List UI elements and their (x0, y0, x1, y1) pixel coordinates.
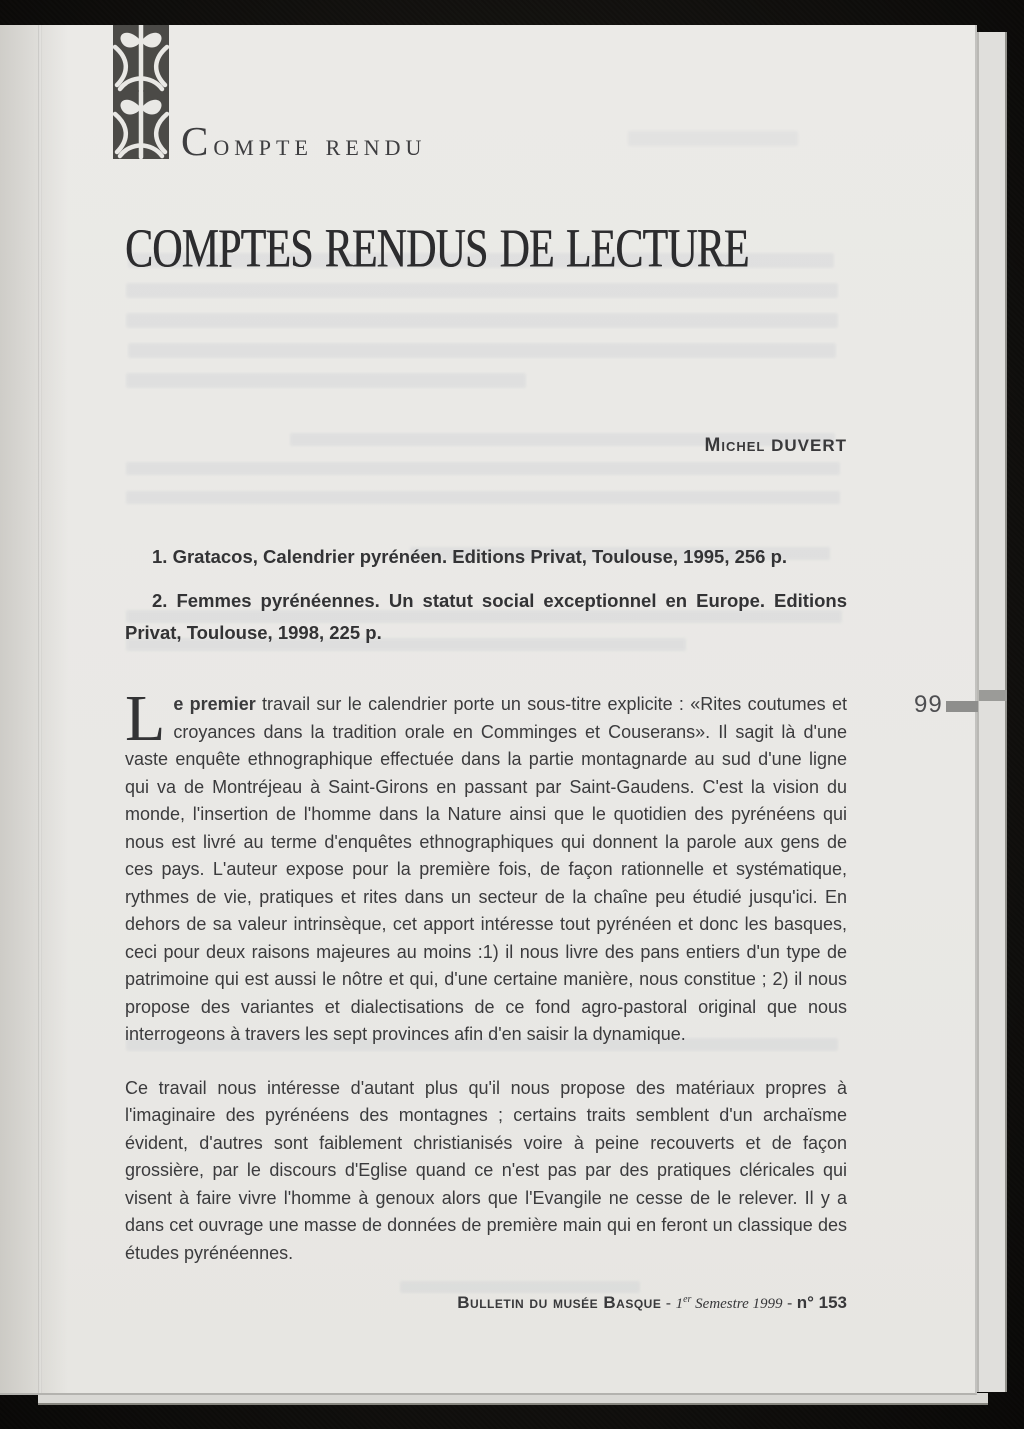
author-last-name: DUVERT (771, 436, 847, 455)
issue-info: 1er Semestre 1999 (675, 1294, 783, 1312)
journal-title: Bulletin du musée Basque (457, 1293, 662, 1312)
paragraph (125, 682, 847, 1049)
paragraph (125, 1075, 847, 1268)
paragraph-lead: e premier (173, 694, 256, 714)
drop-cap: L (125, 682, 166, 755)
footer-separator: - (661, 1295, 676, 1312)
show-through-ghost-text (628, 131, 798, 146)
book-page (0, 25, 977, 1395)
basque-floral-ornament-icon (113, 25, 169, 164)
binding-gutter-shadow (0, 25, 78, 1393)
text-column (125, 218, 847, 1313)
author-name (125, 435, 847, 457)
reference-list (125, 541, 847, 649)
binding-crease (38, 25, 42, 1393)
paragraph-text: Ce travail nous intéresse d'autant plus qu'il nous propose des matériaux propres à l'imaginaire des pyrénéens des montagnes ; certains traits semblent d'un archaïsme évident, d'autres sont faiblement christianisés voire à peine recouverts et de façon grossière, par le discours d'Eglise quand ce n'est pas par des pratiques cléricales qui visent à faire vivre l'homme à genoux alors que l'Evangile ne cesse de le relever. Il y a dans cet ouvrage une masse de données de première main qui en feront un classique des études pyrénéennes. (125, 1077, 847, 1263)
footer-separator: - (782, 1295, 797, 1312)
author-first-name: Michel (704, 435, 766, 456)
underlying-page-edge (977, 32, 1007, 1392)
issue-number: n° 153 (796, 1293, 847, 1312)
running-head-initial: C (181, 118, 214, 164)
journal-footer (125, 1293, 847, 1313)
running-head-text: ompte rendu (213, 127, 427, 162)
page-title: COMPTES RENDUS DE LECTURE (125, 218, 749, 280)
margin-tab-marker-underlying (979, 690, 1007, 701)
reference-item: 2. Femmes pyrénéennes. Un statut social exceptionnel en Europe. Editions Privat, Toulouse, 1998, 225 p. (125, 590, 847, 643)
reference-item: 1. Gratacos, Calendrier pyrénéen. Editions Privat, Toulouse, 1995, 256 p. (152, 546, 788, 567)
body-text (125, 682, 847, 1267)
running-head (181, 117, 426, 165)
page-number: 99 (914, 691, 943, 718)
paragraph-text: travail sur le calendrier porte un sous-titre explicite : «Rites coutumes et croyances dans la tradition orale en Comminges et Couserans». Il sagit là d'une vaste enquête ethnographique effectuée dans la partie montagnarde au sud d'une ligne qui va de Montréjeau à Saint-Girons en passant par Saint-Gaudens. C'est la vision du monde, l'insertion de l'homme dans la Nature ainsi que le quotidien des pyrénéens qui nous est livré au terme d'enquêtes ethnographiques qui donnent la parole aux gens de ces pays. L'auteur expose pour la première fois, de façon rationnelle et systématique, rythmes de vie, pratiques et rites dans un secteur de la chaîne peu étudié jusqu'ici. En dehors de sa valeur intrinsèque, cet apport intéresse tout pyrénéen et donc les basques, ceci pour deux raisons majeures au moins :1) il nous livre des pans entiers d'un type de patrimoine qui est aussi le nôtre et qui, d'une certaine manière, nous constitue ; 2) il nous propose des variantes et dialectisations de ce fond agro-pastoral original que nous interrogeons à travers les sept provinces afin d'en saisir la dynamique. (125, 694, 847, 1044)
margin-tab-marker (946, 701, 978, 712)
